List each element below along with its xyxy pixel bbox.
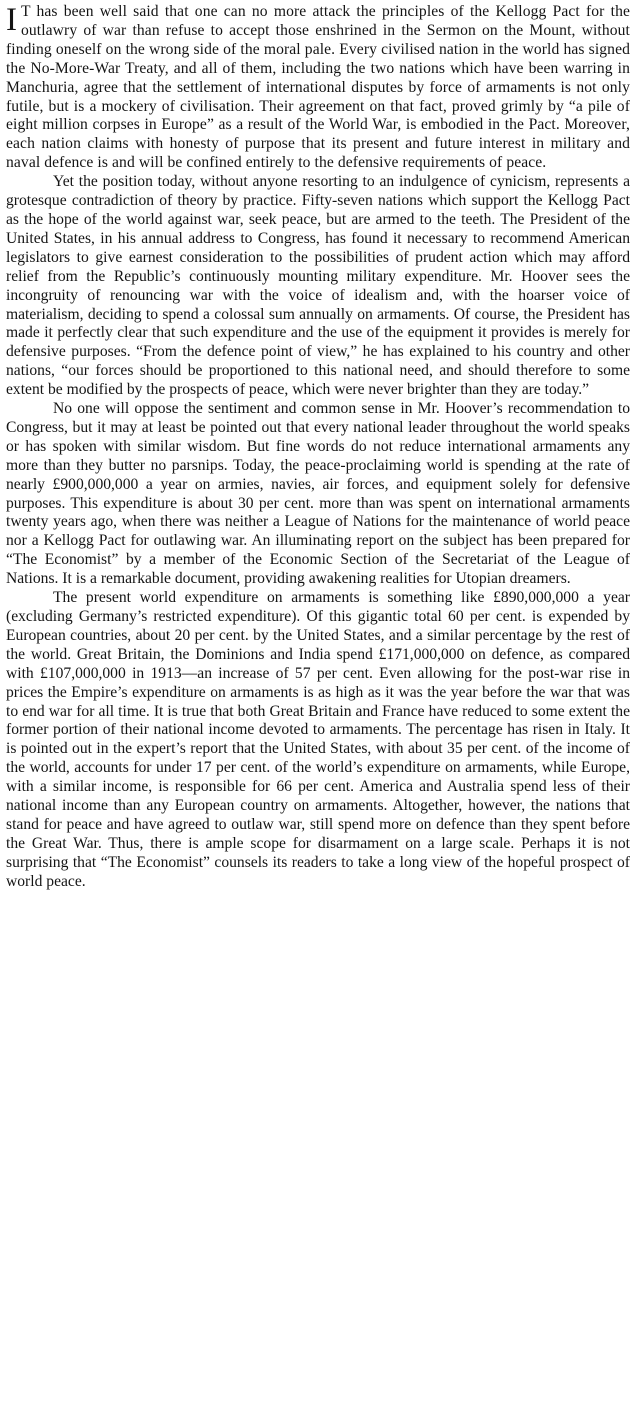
article-body xyxy=(6,3,630,892)
paragraph-3: No one will oppose the sentiment and common sense in Mr. Hoover’s recommendation to Congress, but it may at least be pointed out that every national leader throughout the world speaks or has spoken with similar wisdom. But fine words do not reduce international armaments any more than they butter no parsnips. Today, the peace-proclaiming world is spending at the rate of nearly £900,000,000 a year on armies, navies, air forces, and equipment solely for defensive purposes. This expenditure is about 30 per cent. more than was spent on international armaments twenty years ago, when there was neither a League of Nations for the maintenance of world peace nor a Kellogg Pact for outlawing war. An illuminating report on the subject has been prepared for “The Economist” by a member of the Economic Section of the Secretariat of the League of Nations. It is a remarkable document, providing awakening realities for Utopian dreamers. xyxy=(6,400,630,588)
paragraph-2: Yet the position today, without anyone resorting to an indulgence of cynicism, represents a grotesque contradiction of theory by practice. Fifty-seven nations which support the Kellogg Pact as the hope of the world against war, seek peace, but are armed to the teeth. The President of the United States, in his annual address to Congress, has found it necessary to recommend American legislators to give earnest consideration to the possibilities of prudent action which may afford relief from the Republic’s continuously mounting military expenditure. Mr. Hoover sees the incongruity of renouncing war with the voice of idealism and, with the hoarser voice of materialism, deciding to spend a colossal sum annually on armaments. Of course, the President has made it perfectly clear that such expenditure and the use of the equipment it provides is merely for defensive purposes. “From the defence point of view,” he has explained to his country and other nations, “our forces should be proportioned to this national need, and should therefore to some extent be modified by the prospects of peace, which were never brighter than they are today.” xyxy=(6,173,630,399)
paragraph-4: The present world expenditure on armaments is something like £890,000,000 a year (excluding Germany’s restricted expenditure). Of this gigantic total 60 per cent. is expended by European countries, about 20 per cent. by the United States, and a similar percentage by the rest of the world. Great Britain, the Dominions and India spend £171,000,000 on defence, as compared with £107,000,000 in 1913—an increase of 57 per cent. Even allowing for the post-war rise in prices the Empire’s expenditure on armaments is as high as it was the year before the war that was to end war for all time. It is true that both Great Britain and France have reduced to some extent the former portion of their national income devoted to armaments. The percentage has risen in Italy. It is pointed out in the expert’s report that the United States, with about 35 per cent. of the income of the world, accounts for under 17 per cent. of the world’s expenditure on armaments, while Europe, with a similar income, is responsible for 66 per cent. America and Australia spend less of their national income than any European country on armaments. Altogether, however, the nations that stand for peace and have agreed to outlaw war, still spend more on defence than they spent before the Great War. Thus, there is ample scope for disarmament on a large scale. Perhaps it is not surprising that “The Economist” counsels its readers to take a long view of the hopeful prospect of world peace. xyxy=(6,589,630,890)
paragraph-1-text: T has been well said that one can no more attack the principles of the Kellogg Pact for the outlawry of war than refuse to accept those enshrined in the Sermon on the Mount, without finding oneself on the wrong side of the moral pale. Every civilised nation in the world has signed the No-More-War Treaty, and all of them, including the two nations which have been warring in Manchuria, agree that the settlement of international disputes by force of armaments is not only futile, but is a mockery of civilisation. Their agreement on that fact, proved grimly by “a pile of eight million corpses in Europe” as a result of the World War, is embodied in the Pact. Moreover, each nation claims with honesty of purpose that its present and future interest in military and naval defence is and will be confined entirely to the defensive requirements of peace. xyxy=(6,3,630,172)
drop-cap: I xyxy=(6,2,17,38)
paragraph-1 xyxy=(6,3,630,173)
